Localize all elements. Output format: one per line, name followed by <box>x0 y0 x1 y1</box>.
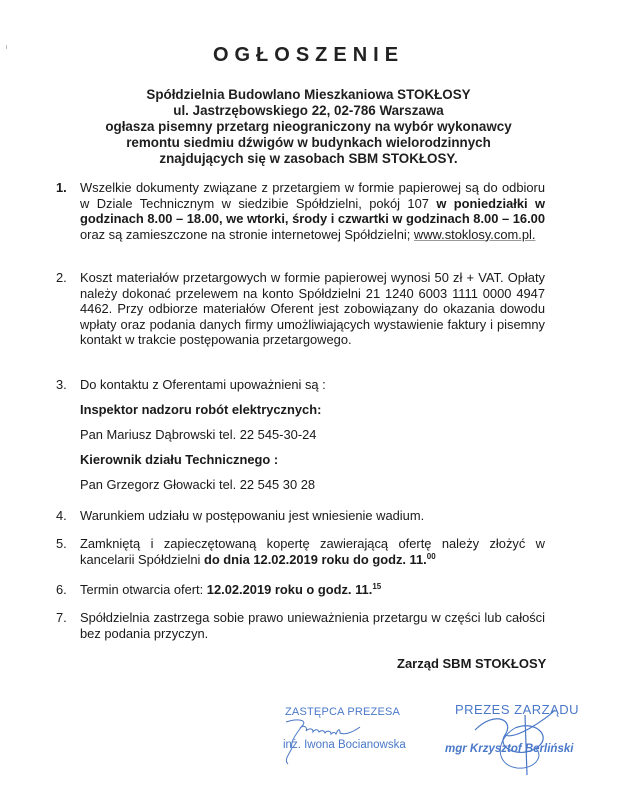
list-item-7 <box>56 610 545 641</box>
signature-right-icon <box>455 700 595 780</box>
list-item-5 <box>56 536 545 567</box>
item-number: 7. <box>56 610 67 625</box>
header-line-address: ul. Jastrzębowskiego 22, 02-786 Warszawa <box>173 103 444 118</box>
website-link[interactable]: www.stoklosy.com.pl. <box>413 226 536 242</box>
stamp-left-name: inż. Iwona Bocianowska <box>283 739 406 751</box>
item-text: Warunkiem udziału w postępowaniu jest wniesienie wadium. <box>80 508 425 523</box>
item-text: Zamkniętą i zapieczętowaną kopertę zawierającą ofertę należy złożyć w kancelarii Spółdzielni <box>80 536 545 567</box>
item-text: Termin otwarcia ofert: <box>80 582 207 597</box>
deadline-minutes: 00 <box>426 551 436 561</box>
item-text: Wszelkie dokumenty związane z przetargiem w formie papierowej są do odbioru w Dziale Technicznym w siedzibie Spółdzielni, pokój 107 <box>80 180 545 211</box>
item-number: 6. <box>56 582 67 597</box>
item-number: 4. <box>56 508 67 523</box>
item-text: Koszt materiałów przetargowych w formie papierowej wynosi 50 zł + VAT. Opłaty należy dokonać przelewem na konto Spółdzielni 21 1240 6003 1111 0000 4947 4462. Przy odbiorze materiałów Oferent jest zobowiązany do okazania dowodu wpłaty oraz podania danych firmy umożliwiających wystawienie faktury i pisemny kontakt w trakcie postępowania przetargowego. <box>80 270 545 347</box>
header-line-location: znajdujących się w zasobach SBM STOKŁOSY. <box>159 151 458 166</box>
item-number: 3. <box>56 377 67 392</box>
header-line-subject: remontu siedmiu dźwigów w budynkach wielorodzinnych <box>126 135 491 150</box>
stamp-right-name: mgr Krzysztof Berliński <box>445 743 574 755</box>
list-item-6 <box>56 582 545 598</box>
deadline: do dnia 12.02.2019 roku do godz. 11. <box>203 551 427 567</box>
board-signature-label: Zarząd SBM STOKŁOSY <box>397 656 547 671</box>
list-item-4 <box>56 508 545 524</box>
item-hours: w poniedziałki w godzinach 8.00 – 18.00, we wtorki, środy i czwartki w godzinach 8.00 – 16.00 <box>80 195 545 226</box>
stamp-right-title: PREZES ZARZĄDU <box>455 702 580 717</box>
header-line-announcement: ogłasza pisemny przetarg nieograniczony na wybór wykonawcy <box>105 119 512 134</box>
contact-role-manager: Kierownik działu Technicznego : <box>80 452 279 467</box>
item-number: 2. <box>56 270 67 285</box>
item-number: 5. <box>56 536 67 551</box>
contact-person-manager: Pan Grzegorz Głowacki tel. 22 545 30 28 <box>80 477 316 492</box>
opening-time: 12.02.2019 roku o godz. 11. <box>206 582 373 597</box>
item-number: 1. <box>56 180 67 195</box>
document-header <box>0 87 617 167</box>
stamp-left-title: ZASTĘPCA PREZESA <box>285 706 401 718</box>
opening-minutes: 15 <box>372 582 382 591</box>
document-title: OGŁOSZENIE <box>212 44 405 66</box>
item-text-cont: oraz są zamieszczone na stronie internetowej Spółdzielni; <box>80 226 414 242</box>
item-text: Do kontaktu z Oferentami upoważnieni są : <box>80 377 326 392</box>
list-item-3 <box>56 377 545 393</box>
contact-role-inspector: Inspektor nadzoru robót elektrycznych: <box>80 402 322 417</box>
contact-person-inspector: Pan Mariusz Dąbrowski tel. 22 545-30-24 <box>80 427 317 442</box>
list-item-2 <box>56 270 545 348</box>
header-line-organization: Spółdzielnia Budowlano Mieszkaniowa STOKŁOSY <box>146 87 471 102</box>
list-item-1 <box>56 180 545 242</box>
item-text: Spółdzielnia zastrzega sobie prawo unieważnienia przetargu w części lub całości bez podania przyczyn. <box>80 610 545 641</box>
